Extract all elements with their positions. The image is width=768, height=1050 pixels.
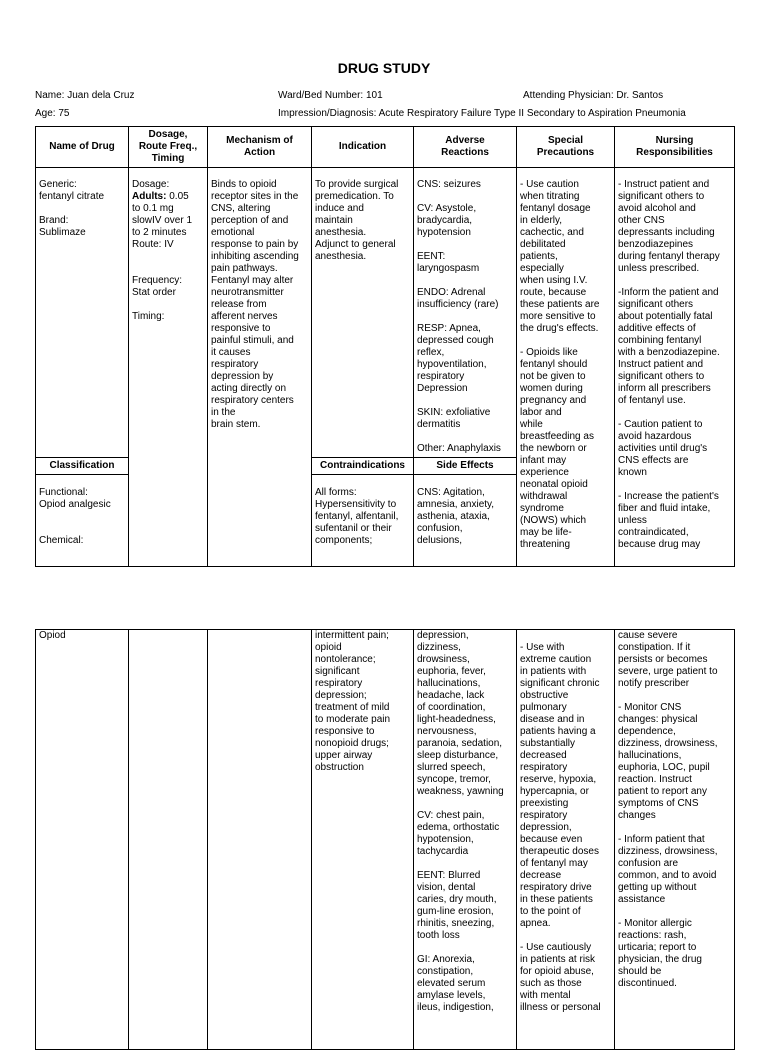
header-name-of-drug: Name of Drug — [36, 127, 129, 168]
contraindications-cell: All forms: Hypersensitivity to fentanyl, alfentanil, sufentanil or their components; — [312, 475, 414, 567]
classification-cell-continued: Opiod — [36, 630, 129, 1050]
indication-cell: To provide surgical premedication. To induce and maintain anesthesia. Adjunct to general anesthesia. — [312, 168, 414, 458]
dosage-adults-label: Adults: — [132, 191, 167, 202]
subheader-contraindications: Contraindications — [312, 458, 414, 475]
special-precautions-cell-continued: - Use with extreme caution in patients with significant chronic obstructive pulmonary disease and in patients having a substantially decreased respiratory reserve, hypoxia, hypercapnia, or preexisting respiratory depression, because even therapeutic doses of fentanyl may decrease respiratory drive in these patients to the point of apnea. - Use cautiously in patients at risk for opioid abuse, such as those with mental illness or personal — [517, 630, 615, 1050]
subheader-classification: Classification — [36, 458, 129, 475]
attending-physician: Attending Physician: Dr. Santos — [523, 90, 664, 101]
dosage-label: Dosage: — [132, 179, 170, 190]
dosage-text: 0.05 to 0.1 mg slowIV over 1 to 2 minutes Route: IV Frequency: Stat order Timing: — [132, 191, 193, 322]
header-special-precautions: Special Precautions — [517, 127, 615, 168]
header-adverse-reactions: Adverse Reactions — [414, 127, 517, 168]
nursing-responsibilities-cell-continued: cause severe constipation. If it persists or becomes severe, urge patient to notify prescriber - Monitor CNS changes: physical dependence, dizziness, drowsiness, hallucinations, euphoria, LOC, pupil reaction. Instruct patient to report any symptoms of CNS changes - Inform patient that dizziness, drowsiness, confusion are common, and to avoid getting up without assistance - Monitor allergic reactions: rash, urticaria; report to physician, the drug should be discontinued. — [615, 630, 735, 1050]
contraindications-cell-continued: intermittent pain; opioid nontolerance; significant respiratory depression; treatment of mild to moderate pain responsive to nonopioid drugs; upper airway obstruction — [312, 630, 414, 1050]
special-precautions-cell: - Use caution when titrating fentanyl dosage in elderly, cachectic, and debilitated patients, especially when using I.V. route, because these patients are more sensitive to the drug's effects. - Opioids like fentanyl should not be given to women during pregnancy and labor and while breastfeeding as the newborn or infant may experience neonatal opioid withdrawal syndrome (NOWS) which may be life- threatening — [517, 168, 615, 567]
header-dosage: Dosage, Route Freq., Timing — [129, 127, 208, 168]
ward-bed-number: Ward/Bed Number: 101 — [278, 90, 383, 101]
classification-cell: Functional: Opiod analgesic Chemical: — [36, 475, 129, 567]
header-nursing-responsibilities: Nursing Responsibilities — [615, 127, 735, 168]
dosage-cell — [129, 168, 208, 567]
nursing-responsibilities-cell: - Instruct patient and significant others to avoid alcohol and other CNS depressants including benzodiazepines during fentanyl therapy unless prescribed. -Inform the patient and significant others about potentially fatal additive effects of combining fentanyl with a benzodiazepine. Instruct patient and significant others to inform all prescribers of fentanyl use. - Caution patient to avoid hazardous activities until drug's CNS effects are known - Increase the patient's fiber and fluid intake, unless contraindicated, because drug may — [615, 168, 735, 567]
mechanism-cell-continued — [208, 630, 312, 1050]
drug-name-cell: Generic: fentanyl citrate Brand: Sublimaze — [36, 168, 129, 458]
subheader-side-effects: Side Effects — [414, 458, 517, 475]
diagnosis: Impression/Diagnosis: Acute Respiratory Failure Type II Secondary to Aspiration Pneumonia — [278, 108, 686, 119]
patient-name: Name: Juan dela Cruz — [35, 90, 135, 101]
dosage-cell-continued — [129, 630, 208, 1050]
adverse-reactions-cell: CNS: seizures CV: Asystole, bradycardia, hypotension EENT: laryngospasm ENDO: Adrenal insufficiency (rare) RESP: Apnea, depressed cough reflex, hypoventilation, respiratory Depression SKIN: exfoliative dermatitis Other: Anaphylaxis — [414, 168, 517, 458]
document-title: DRUG STUDY — [337, 60, 431, 76]
mechanism-cell: Binds to opioid receptor sites in the CNS, altering perception of and emotional response to pain by inhibiting ascending pain pathways. Fentanyl may alter neurotransmitter release from afferent nerves responsive to painful stimuli, and it causes respiratory depression by acting directly on respiratory centers in the brain stem. — [208, 168, 312, 567]
header-mechanism: Mechanism of Action — [208, 127, 312, 168]
header-indication: Indication — [312, 127, 414, 168]
drug-study-table — [35, 126, 735, 567]
patient-age: Age: 75 — [35, 108, 70, 119]
side-effects-cell-continued: depression, dizziness, drowsiness, euphoria, fever, hallucinations, headache, lack of coordination, light-headedness, nervousness, paranoia, sedation, sleep disturbance, slurred speech, syncope, tremor, weakness, yawning CV: chest pain, edema, orthostatic hypotension, tachycardia EENT: Blurred vision, dental caries, dry mouth, gum-line erosion, rhinitis, sneezing, tooth loss GI: Anorexia, constipation, elevated serum amylase levels, ileus, indigestion, — [414, 630, 517, 1050]
side-effects-cell: CNS: Agitation, amnesia, anxiety, asthenia, ataxia, confusion, delusions, — [414, 475, 517, 567]
drug-study-table-continued — [35, 629, 735, 1050]
